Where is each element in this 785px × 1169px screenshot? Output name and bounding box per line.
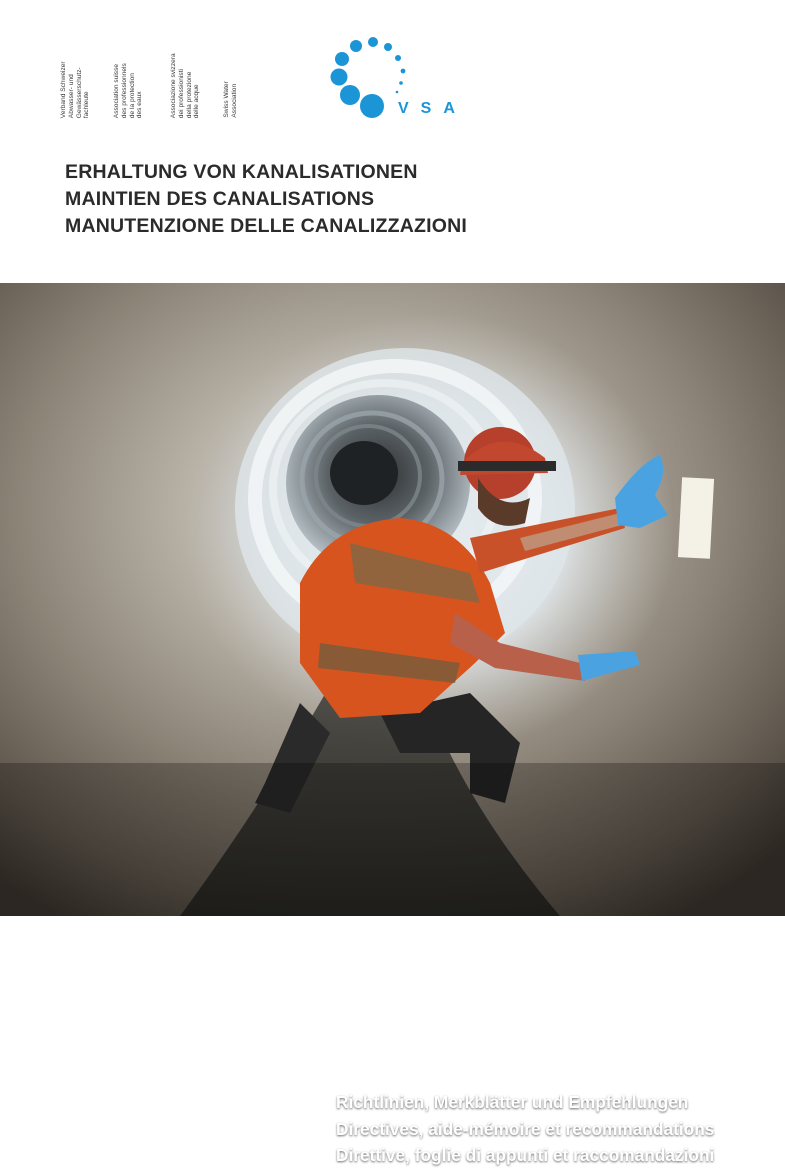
subtitles [336, 1089, 714, 1169]
association-de-text: Verband Schweizer Abwasser- und Gewässerschutz- fachleute [60, 61, 91, 118]
vsa-wordmark: VSA [398, 100, 467, 117]
association-it-text: Associazione svizzera dei professionisti della protezione delle acque [170, 53, 201, 118]
association-en [223, 42, 263, 118]
document-titles [65, 159, 467, 240]
cover-photo [0, 283, 785, 1165]
title-it: MANUTENZIONE DELLE CANALIZZAZIONI [65, 215, 467, 237]
association-en-text: Swiss Water Association [223, 81, 238, 118]
association-it [170, 42, 210, 118]
subtitle-de: Richtlinien, Merkblätter und Empfehlungen [336, 1092, 689, 1112]
association-fr [113, 42, 153, 118]
title-fr: MAINTIEN DES CANALISATIONS [65, 188, 375, 210]
association-fr-text: Association suisse des professionnels de la protection des eaux [113, 63, 144, 118]
title-de: ERHALTUNG VON KANALISATIONEN [65, 161, 418, 183]
subtitle-it: Direttive, foglie di appunti et raccomandazioni [336, 1145, 715, 1165]
association-de [60, 42, 100, 118]
sewer-pipe-illustration [0, 283, 785, 916]
subtitle-fr: Directives, aide-mémoire et recommandations [336, 1118, 715, 1139]
